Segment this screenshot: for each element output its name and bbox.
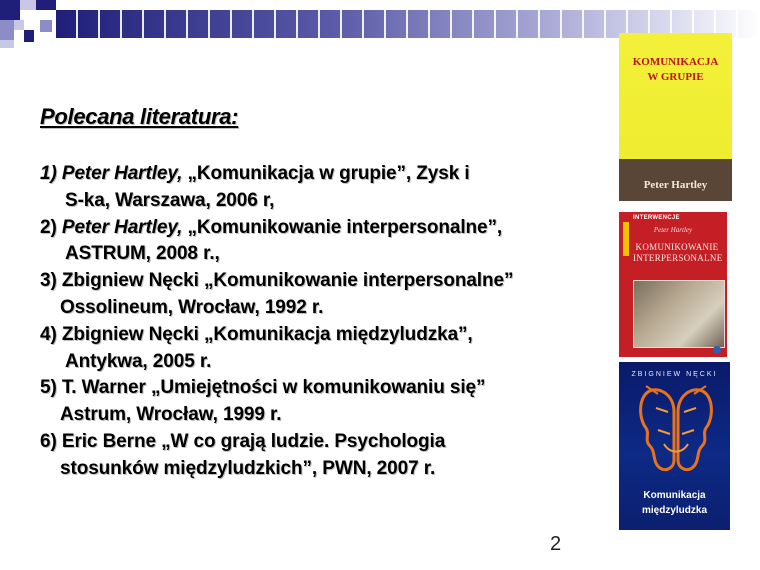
decor-square bbox=[14, 20, 24, 30]
decor-square bbox=[0, 20, 14, 40]
reference-item bbox=[40, 429, 615, 483]
reference-line bbox=[40, 322, 615, 349]
reference-text: 2) bbox=[40, 216, 62, 238]
cover-author: Peter Hartley bbox=[643, 179, 708, 191]
reference-text: 6) Eric Berne „W co grają ludzie. Psychologia bbox=[40, 430, 446, 452]
reference-line-continued bbox=[40, 349, 615, 376]
cover-photo bbox=[633, 280, 725, 348]
cover-title-line: międzyludzka bbox=[641, 505, 708, 516]
reference-text: Antykwa, 2005 r. bbox=[65, 350, 212, 372]
reference-text: 5) T. Warner „Umiejętności w komunikowaniu się” bbox=[40, 377, 486, 399]
reference-line bbox=[40, 375, 615, 402]
decor-square bbox=[36, 0, 56, 10]
cover-title bbox=[633, 242, 721, 264]
reference-item bbox=[40, 161, 615, 215]
reference-text: ASTRUM, 2008 r., bbox=[65, 243, 220, 265]
reference-list bbox=[40, 161, 615, 483]
book-cover-komunikacja-miedzyludzka bbox=[619, 362, 730, 530]
reference-text: 4) Zbigniew Nęcki „Komunikacja międzyludzka”, bbox=[40, 323, 473, 345]
reference-line bbox=[40, 215, 615, 242]
reference-text: „Komunikacja w grupie”, Zysk i bbox=[187, 163, 470, 184]
cover-title-line: W GRUPIE bbox=[647, 71, 704, 83]
cover-series-label: INTERWENCJE bbox=[633, 215, 680, 221]
publisher-logo-icon bbox=[713, 346, 721, 354]
cover-title-line: INTERPERSONALNE bbox=[633, 253, 723, 263]
faces-illustration-icon bbox=[634, 384, 718, 484]
cover-title-line: Komunikacja bbox=[643, 490, 706, 501]
reference-line-continued bbox=[40, 402, 615, 429]
cover-author: ZBIGNIEW NĘCKI bbox=[631, 371, 718, 378]
reference-item bbox=[40, 375, 615, 429]
reference-text: „Komunikowanie interpersonalne”, bbox=[187, 216, 503, 238]
reference-line-continued bbox=[40, 456, 615, 483]
decor-square bbox=[0, 0, 20, 20]
reference-text: 1) Peter Hartley, bbox=[40, 163, 188, 184]
reference-line bbox=[40, 161, 615, 188]
reference-line-continued bbox=[40, 188, 615, 215]
reference-text: 3) Zbigniew Nęcki „Komunikowanie interpersonalne” bbox=[40, 270, 514, 292]
cover-title bbox=[619, 488, 730, 518]
reference-line-continued bbox=[40, 295, 615, 322]
reference-text: Ossolineum, Wrocław, 1992 r. bbox=[60, 296, 324, 318]
reference-line-continued bbox=[40, 241, 615, 268]
reference-text: Astrum, Wrocław, 1999 r. bbox=[60, 404, 282, 426]
decor-square bbox=[40, 20, 52, 32]
reference-text: S-ka, Warszawa, 2006 r, bbox=[65, 189, 275, 211]
reference-line bbox=[40, 268, 615, 295]
decor-square bbox=[0, 40, 14, 48]
reference-item bbox=[40, 268, 615, 322]
book-cover-komunikacja-w-grupie bbox=[619, 33, 732, 201]
section-heading: Polecana literatura: bbox=[40, 104, 239, 129]
reference-text: Peter Hartley, bbox=[61, 216, 188, 238]
book-cover-komunikowanie-interpersonalne bbox=[619, 212, 727, 357]
cover-title-line: KOMUNIKOWANIE bbox=[635, 242, 719, 252]
reference-line bbox=[40, 429, 615, 456]
cover-author: Peter Hartley bbox=[653, 226, 693, 234]
cover-title-line: KOMUNIKACJA bbox=[632, 56, 719, 68]
decor-square bbox=[24, 30, 34, 42]
cover-title bbox=[619, 55, 732, 85]
reference-item bbox=[40, 215, 615, 269]
reference-text: stosunków międzyludzkich”, PWN, 2007 r. bbox=[60, 457, 436, 479]
page-number: 2 bbox=[550, 533, 562, 555]
decor-square bbox=[20, 0, 36, 10]
reference-item bbox=[40, 322, 615, 376]
